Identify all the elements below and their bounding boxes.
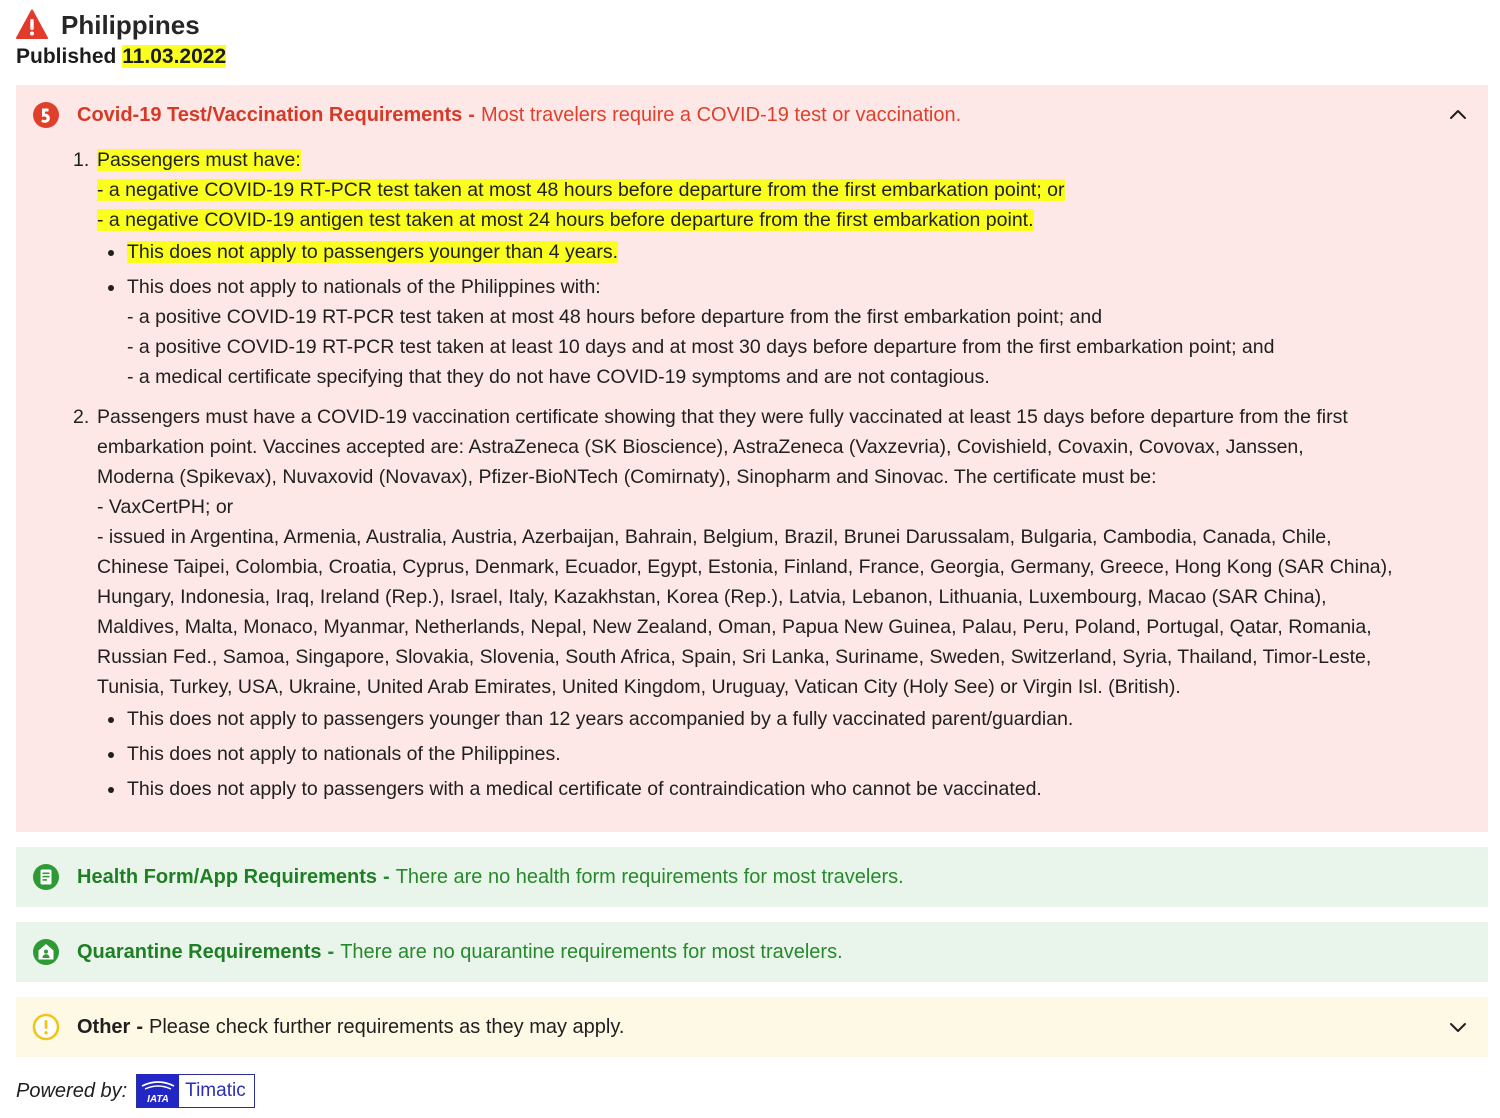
exemption-item: This does not apply to passengers with a medical certificate of contraindication who cannot be vaccinated.	[127, 774, 1488, 804]
health-panel-title: Health Form/App Requirements	[77, 865, 378, 888]
covid-requirements-panel	[16, 85, 1488, 832]
covid-panel-body	[16, 145, 1488, 814]
other-panel-header[interactable]	[16, 997, 1488, 1057]
other-panel-summary: Please check further requirements as they may apply.	[149, 1015, 625, 1038]
highlighted-text: This does not apply to passengers younger than 4 years.	[127, 241, 619, 263]
quarantine-panel-title: Quarantine Requirements	[77, 940, 322, 963]
requirement-line: - issued in Argentina, Armenia, Australia, Austria, Azerbaijan, Bahrain, Belgium, Brazil, Brunei Darussalam, Bulgaria, Cambodia, Canada, Chile,	[97, 526, 1332, 548]
requirement-number: 2.	[73, 406, 90, 428]
page-header	[16, 6, 1484, 73]
covid-separator: -	[468, 103, 475, 126]
exemption-list	[97, 704, 1488, 804]
country-row	[16, 6, 1484, 44]
iata-logo-text: IATA	[147, 1094, 170, 1105]
covid-panel-summary: Most travelers require a COVID-19 test or vaccination.	[480, 103, 962, 126]
exemption-line: - a positive COVID-19 RT-PCR test taken at most 48 hours before departure from the first embarkation point; and	[127, 306, 1103, 328]
exemption-line: - a positive COVID-19 RT-PCR test taken at least 10 days and at most 30 days before departure from the first embarkation point; and	[127, 336, 1275, 358]
requirement-line	[97, 145, 1488, 175]
other-panel-title: Other	[77, 1015, 131, 1038]
chevron-down-icon[interactable]	[1448, 1017, 1468, 1037]
exemption-item: This does not apply to nationals of the Philippines.	[127, 739, 1488, 769]
requirement-line: - VaxCertPH; or	[97, 496, 234, 518]
country-title: Philippines	[61, 9, 200, 40]
exemption-line: This does not apply to nationals of the Philippines with:	[127, 276, 601, 298]
quarantine-panel[interactable]	[16, 922, 1488, 982]
requirement-line	[97, 175, 1488, 205]
exemption-line: - a medical certificate specifying that they do not have COVID-19 symptoms and are not contagious.	[127, 366, 990, 388]
requirement-line: Russian Fed., Samoa, Singapore, Slovakia, Slovenia, South Africa, Spain, Sri Lanka, Suriname, Sweden, Switzerland, Syria, Thailand, Timor-Leste,	[97, 646, 1372, 668]
info-circle-icon	[32, 1013, 60, 1041]
requirement-number: 1.	[73, 149, 90, 171]
iata-logo-icon	[137, 1074, 179, 1108]
quarantine-panel-summary: There are no quarantine requirements for most travelers.	[340, 940, 843, 963]
requirement-line: embarkation point. Vaccines accepted are: AstraZeneca (SK Bioscience), AstraZeneca (Vaxzevria), Covishield, Covaxin, Covovax, Janssen,	[97, 436, 1304, 458]
powered-by	[16, 1072, 255, 1110]
quarantine-house-icon	[32, 938, 60, 966]
published-line	[16, 45, 1484, 73]
requirement-line: Maldives, Malta, Monaco, Myanmar, Netherlands, Nepal, New Zealand, Oman, Papua New Guinea, Palau, Peru, Poland, Portugal, Qatar, Romania,	[97, 616, 1372, 638]
exemption-item: This does not apply to passengers younger than 12 years accompanied by a fully vaccinated parent/guardian.	[127, 704, 1488, 734]
exemption-list	[97, 237, 1488, 392]
health-panel-summary: There are no health form requirements for most travelers.	[395, 865, 904, 888]
highlighted-text: - a negative COVID-19 RT-PCR test taken at most 48 hours before departure from the first embarkation point; or	[97, 179, 1065, 201]
health-form-panel[interactable]	[16, 847, 1488, 907]
requirement-line: Passengers must have a COVID-19 vaccination certificate showing that they were fully vaccinated at least 15 days before departure from the first	[97, 406, 1348, 428]
requirement-item	[73, 402, 1488, 804]
powered-by-label: Powered by:	[16, 1079, 128, 1102]
requirements-list	[16, 145, 1488, 804]
requirement-line: Tunisia, Turkey, USA, Ukraine, United Arab Emirates, United Kingdom, Uruguay, Vatican City (Holy See) or Virgin Isl. (British).	[97, 676, 1181, 698]
chevron-up-icon[interactable]	[1448, 105, 1468, 125]
exemption-item	[127, 272, 1488, 392]
requirement-line: Hungary, Indonesia, Iraq, Ireland (Rep.), Israel, Italy, Kazakhstan, Korea (Rep.), Latvia, Lebanon, Lithuania, Luxembourg, Macao (SAR China),	[97, 586, 1327, 608]
timatic-link[interactable]	[136, 1074, 255, 1108]
covid-panel-title: Covid-19 Test/Vaccination Requirements	[77, 103, 463, 126]
quarantine-panel-header[interactable]	[16, 922, 1488, 982]
requirement-line: Moderna (Spikevax), Nuvaxovid (Novavax), Pfizer-BioNTech (Comirnaty), Sinopharm and Sinovac. The certificate must be:	[97, 466, 1157, 488]
other-requirements-panel[interactable]	[16, 997, 1488, 1057]
health-separator: -	[383, 865, 390, 888]
published-date: 11.03.2022	[122, 45, 227, 68]
covid-panel-header[interactable]	[16, 85, 1488, 145]
requirement-line	[97, 205, 1488, 235]
requirement-item	[73, 145, 1488, 392]
other-separator: -	[136, 1015, 144, 1038]
requirement-line: Chinese Taipei, Colombia, Croatia, Cyprus, Denmark, Ecuador, Egypt, Estonia, Finland, France, Georgia, Germany, Greece, Hong Kong (SAR China),	[97, 556, 1393, 578]
health-form-icon	[32, 863, 60, 891]
exemption-item	[127, 237, 1488, 267]
highlighted-text: Passengers must have:	[97, 149, 301, 171]
published-label: Published	[16, 45, 117, 68]
timatic-brand: Timatic	[185, 1080, 246, 1101]
highlighted-text: - a negative COVID-19 antigen test taken at most 24 hours before departure from the first embarkation point.	[97, 209, 1034, 231]
covid-test-icon	[32, 101, 60, 129]
health-panel-header[interactable]	[16, 847, 1488, 907]
quarantine-separator: -	[327, 940, 335, 963]
warning-triangle-icon	[16, 9, 48, 41]
